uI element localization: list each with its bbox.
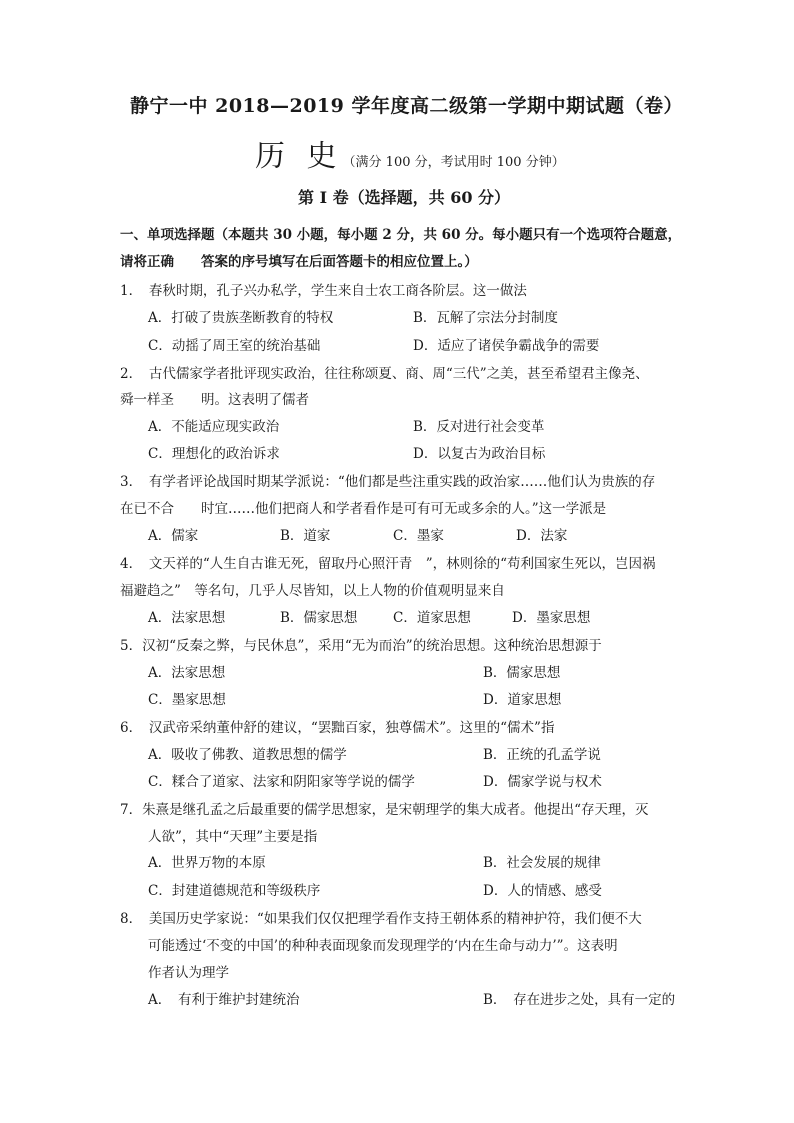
question-6-option-d: D．儒家学说与权术: [483, 774, 602, 790]
part-heading: 第 I 卷（选择题，共 60 分）: [298, 188, 511, 207]
exam-title: 静宁一中 2018—2019 学年度高二级第一学期中期试题（卷）: [130, 95, 683, 117]
subject-note: （满分 100 分，考试用时 100 分钟）: [342, 155, 565, 170]
question-7-option-b: B．社会发展的规律: [483, 855, 601, 871]
question-6-option-c: C．糅合了道家、法家和阴阳家等学说的儒学: [148, 774, 415, 790]
question-2-stem-line2: 舜一样圣 明。这表明了儒者: [120, 392, 309, 408]
question-8-stem-line2: 可能透过‘不变的中国’的种种表面现象而发现理学的‘内在生命与动力’”。这表明: [148, 938, 618, 954]
question-2-option-a: A．不能适应现实政治: [148, 419, 280, 435]
question-8-stem-line1: 8． 美国历史学家说：“如果我们仅仅把理学看作支持王朝体系的精神护符，我们便不大: [120, 911, 642, 927]
question-2-stem-line1: 2． 古代儒家学者批评现实政治，往往称颂夏、商、周“三代”之美，甚至希望君主像尧、: [120, 366, 649, 382]
question-4-option-d: D．墨家思想: [512, 610, 591, 626]
question-1-option-a: A．打破了贵族垄断教育的特权: [148, 310, 334, 326]
subject-heading: [255, 140, 565, 174]
question-4-stem-line1: 4． 文天祥的“人生自古谁无死，留取丹心照汗青 ”，林则徐的“苟利国家生死以，岂因祸: [120, 556, 656, 572]
question-7-option-d: D．人的情感、感受: [483, 883, 602, 899]
question-3-stem-line1: 3． 有学者评论战国时期某学派说：“他们都是些注重实践的政治家……他们认为贵族的存: [120, 474, 656, 490]
question-3-stem-line2: 在已不合 时宜……他们把商人和学者看作是可有可无或多余的人。”这一学派是: [120, 501, 607, 517]
question-8-option-a: A． 有利于维护封建统治: [148, 992, 300, 1008]
question-3-option-c: C．墨家: [393, 528, 444, 544]
question-3-option-a: A．儒家: [148, 528, 199, 544]
question-1-option-c: C．动摇了周王室的统治基础: [148, 338, 321, 354]
question-5-option-a: A．法家思想: [148, 665, 226, 681]
question-6-stem: 6． 汉武帝采纳董仲舒的建议，“罢黜百家，独尊儒术”。这里的“儒术”指: [120, 720, 555, 736]
question-4-stem-line2: 福避趋之” 等名句，几乎人尽皆知，以上人物的价值观明显来自: [120, 583, 505, 599]
question-5-option-d: D．道家思想: [483, 692, 562, 708]
question-1-option-b: B．瓦解了宗法分封制度: [413, 310, 558, 326]
question-7-option-c: C．封建道德规范和等级秩序: [148, 883, 321, 899]
subject-name: 历 史: [255, 139, 343, 174]
question-2-option-b: B．反对进行社会变革: [413, 419, 545, 435]
question-5-stem: 5．汉初“反秦之弊，与民休息”，采用“无为而治”的统治思想。这种统治思想源于: [120, 638, 602, 654]
question-4-option-b: B．儒家思想: [280, 610, 358, 626]
question-1-option-d: D．适应了诸侯争霸战争的需要: [413, 338, 600, 354]
question-6-option-a: A．吸收了佛教、道教思想的儒学: [148, 747, 347, 763]
question-7-stem-line1: 7．朱熹是继孔孟之后最重要的儒学思想家，是宋朝理学的集大成者。他提出“存天理，灭: [120, 802, 649, 818]
question-8-option-b: B． 存在进步之处，具有一定的: [483, 992, 676, 1008]
question-7-option-a: A．世界万物的本原: [148, 855, 266, 871]
question-4-option-a: A．法家思想: [148, 610, 226, 626]
question-5-option-c: C．墨家思想: [148, 692, 226, 708]
question-8-stem-line3: 作者认为理学: [148, 965, 229, 981]
question-4-option-c: C．道家思想: [393, 610, 471, 626]
question-3-option-d: D．法家: [516, 528, 568, 544]
question-6-option-b: B．正统的孔孟学说: [483, 747, 601, 763]
question-1-stem: 1． 春秋时期，孔子兴办私学，学生来自士农工商各阶层。这一做法: [120, 283, 527, 299]
question-2-option-d: D．以复古为政治目标: [413, 446, 546, 462]
question-7-stem-line2: 人欲”，其中“天理”主要是指: [148, 829, 318, 845]
question-2-option-c: C．理想化的政治诉求: [148, 446, 280, 462]
section-instructions-line1: 一、单项选择题（本题共 30 小题，每小题 2 分，共 60 分。每小题只有一个选项符合题意，: [120, 227, 682, 243]
section-instructions-line2: 请将正确 答案的序号填写在后面答题卡的相应位置上。）: [120, 254, 478, 270]
question-3-option-b: B．道家: [280, 528, 331, 544]
question-5-option-b: B．儒家思想: [483, 665, 561, 681]
